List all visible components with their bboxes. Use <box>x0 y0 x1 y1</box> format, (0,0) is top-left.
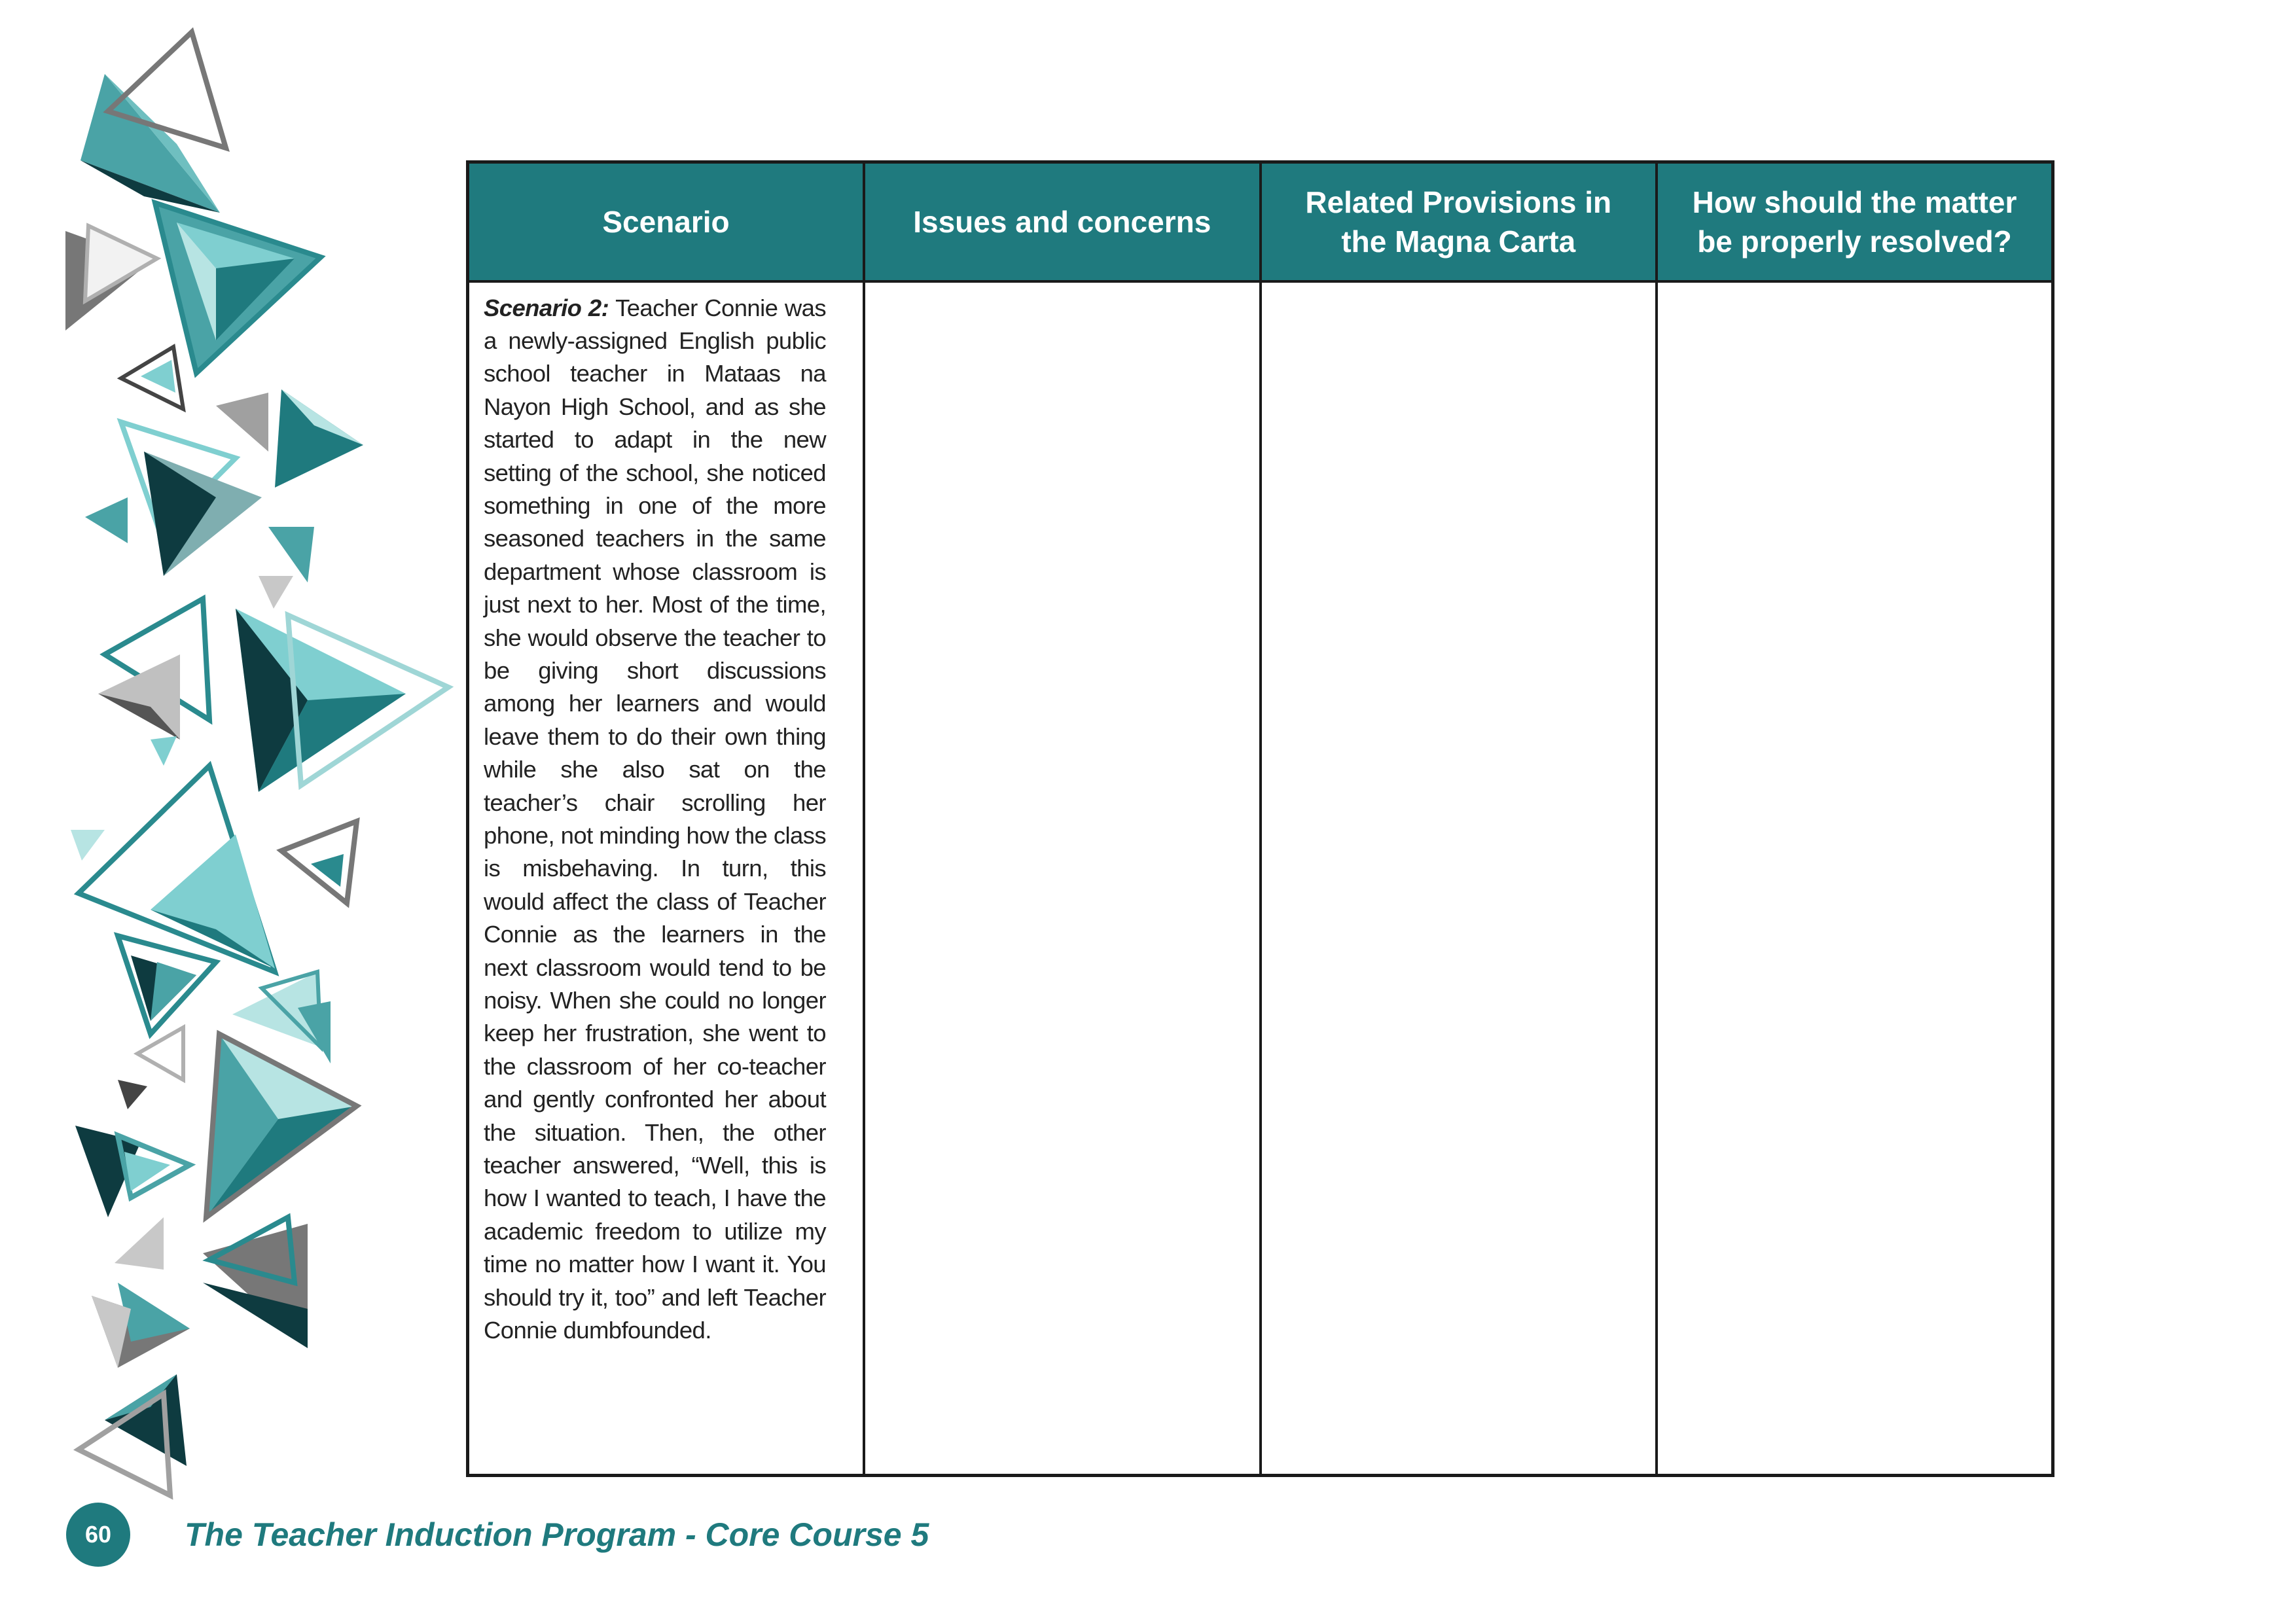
header-resolution: How should the matter be properly resolved? <box>1657 162 2053 281</box>
scenario-body-text: Teacher Connie was a newly-assigned English public school teacher in Mataas na Nayon High School, and as she started to adapt in the new setting of the school, she noticed something in one of the more seasoned teachers in the same department whose classroom is just next to her. Most of the time, she would observe the teacher to be giving short discussions among her learners and would leave them to do their own thing while she also sat on the teacher’s chair scrolling her phone, not minding how the class is misbehaving. In turn, this would affect the class of Teacher Connie as the learners in the next classroom would tend to be noisy. When she could no longer keep her frustration, she went to the classroom of her co-teacher and gently confronted her about the situation. Then, the other teacher answered, “Well, this is how I wanted to teach, I have the academic freedom to utilize my time no matter how I want it. You should try it, too” and left Teacher Connie dumbfounded. <box>484 294 826 1344</box>
issues-cell[interactable] <box>864 281 1261 1476</box>
table-header-row <box>468 162 2053 281</box>
header-issues-and-concerns: Issues and concerns <box>864 162 1261 281</box>
table-row <box>468 281 2053 1476</box>
scenario-cell <box>468 281 865 1476</box>
footer-title: The Teacher Induction Program - Core Course 5 <box>185 1516 929 1553</box>
provisions-cell[interactable] <box>1261 281 1657 1476</box>
resolution-cell[interactable] <box>1657 281 2053 1476</box>
magna-carta-scenario-table <box>466 160 2054 1477</box>
page-number-badge: 60 <box>66 1503 130 1567</box>
scenario-lead-label: Scenario 2: <box>484 294 609 321</box>
header-scenario: Scenario <box>468 162 865 281</box>
scenario-paragraph <box>484 292 826 1347</box>
decorative-triangles-graphic <box>0 0 471 1571</box>
header-related-provisions: Related Provisions in the Magna Carta <box>1261 162 1657 281</box>
